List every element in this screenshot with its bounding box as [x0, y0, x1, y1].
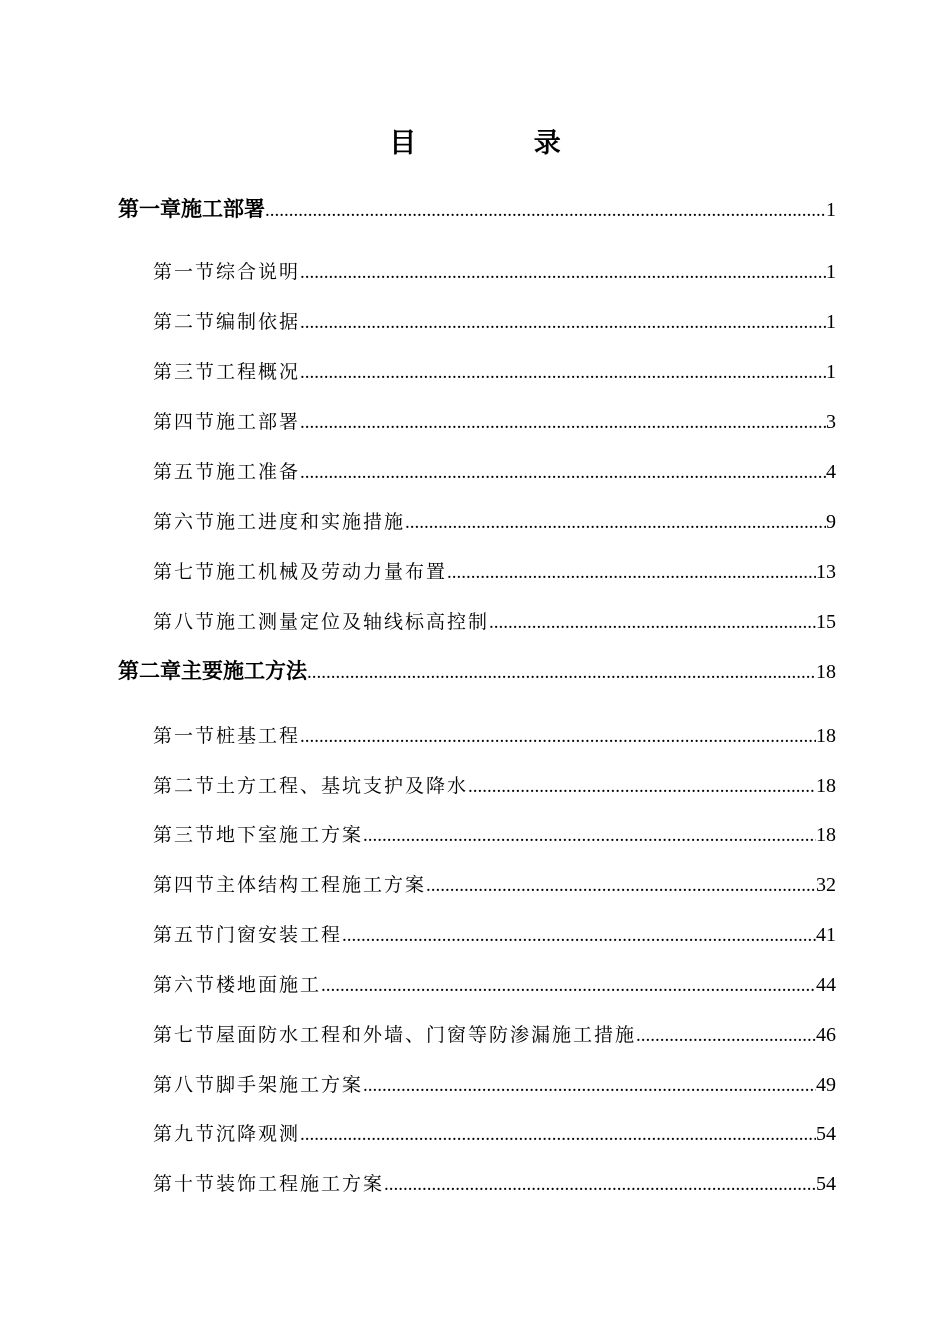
dot-leader: [300, 722, 816, 752]
section-title: 施工机械及劳动力量布置: [216, 561, 448, 583]
section-title: 门窗安装工程: [216, 924, 343, 946]
section-number: 第五节: [153, 924, 217, 946]
chapter-title: 主要施工方法: [181, 659, 307, 683]
dot-leader: [300, 308, 826, 338]
dot-leader: [307, 658, 816, 688]
toc-section[interactable]: [153, 920, 836, 950]
dot-leader: [300, 258, 826, 288]
page-number: 54: [816, 1123, 836, 1145]
section-number: 第四节: [153, 411, 217, 433]
toc-section[interactable]: [153, 357, 836, 387]
section-number: 第三节: [153, 824, 217, 846]
section-number: 第五节: [153, 461, 217, 483]
section-title: 主体结构工程施工方案: [216, 874, 427, 896]
toc-section[interactable]: [153, 1169, 836, 1199]
dot-leader: [447, 558, 816, 588]
toc-chapter-2[interactable]: [118, 656, 836, 686]
section-title: 综合说明: [216, 261, 301, 283]
section-title: 楼地面施工: [216, 974, 322, 996]
section-number: 第一节: [153, 261, 217, 283]
page-number: 18: [816, 661, 836, 683]
page-number: 18: [816, 775, 836, 797]
dot-leader: [468, 772, 816, 802]
page-number: 1: [826, 261, 836, 283]
toc-section[interactable]: [153, 257, 836, 287]
page-number: 46: [816, 1024, 836, 1046]
toc-section[interactable]: [153, 557, 836, 587]
section-number: 第一节: [153, 725, 217, 747]
page-number: 32: [816, 874, 836, 896]
dot-leader: [321, 971, 816, 1001]
page-number: 15: [816, 611, 836, 633]
page-number: 44: [816, 974, 836, 996]
toc-section[interactable]: [153, 870, 836, 900]
section-title: 施工部署: [216, 411, 301, 433]
toc-chapter-1[interactable]: [118, 194, 836, 224]
page-number: 41: [816, 924, 836, 946]
section-title: 施工进度和实施措施: [216, 511, 406, 533]
section-number: 第八节: [153, 611, 217, 633]
section-number: 第三节: [153, 361, 217, 383]
section-number: 第二节: [153, 775, 217, 797]
section-number: 第六节: [153, 511, 217, 533]
chapter-title: 施工部署: [181, 197, 265, 221]
section-number: 第四节: [153, 874, 217, 896]
section-title: 施工准备: [216, 461, 301, 483]
chapter-number: 第二章: [118, 659, 181, 683]
page-number: 1: [826, 199, 836, 221]
page-number: 1: [826, 361, 836, 383]
dot-leader: [300, 458, 826, 488]
dot-leader: [265, 196, 826, 226]
section-number: 第七节: [153, 1024, 217, 1046]
section-title: 土方工程、基坑支护及降水: [216, 775, 469, 797]
toc-section[interactable]: [153, 970, 836, 1000]
section-title: 装饰工程施工方案: [216, 1173, 385, 1195]
section-title: 脚手架施工方案: [216, 1074, 364, 1096]
chapter-number: 第一章: [118, 197, 181, 221]
dot-leader: [300, 358, 826, 388]
page-number: 18: [816, 824, 836, 846]
toc-section[interactable]: [153, 820, 836, 850]
toc-section[interactable]: [153, 771, 836, 801]
page-number: 1: [826, 311, 836, 333]
section-title: 桩基工程: [216, 725, 301, 747]
section-number: 第八节: [153, 1074, 217, 1096]
dot-leader: [426, 871, 816, 901]
section-title: 编制依据: [216, 311, 301, 333]
section-title: 施工测量定位及轴线标高控制: [216, 611, 490, 633]
section-title: 沉降观测: [216, 1123, 301, 1145]
section-title: 屋面防水工程和外墙、门窗等防渗漏施工措施: [216, 1024, 637, 1046]
section-number: 第二节: [153, 311, 217, 333]
toc-section[interactable]: [153, 1119, 836, 1149]
section-number: 第九节: [153, 1123, 217, 1145]
dot-leader: [300, 408, 826, 438]
toc-section[interactable]: [153, 721, 836, 751]
dot-leader: [489, 608, 816, 638]
page-number: 18: [816, 725, 836, 747]
toc-section[interactable]: [153, 457, 836, 487]
page-number: 49: [816, 1074, 836, 1096]
dot-leader: [636, 1021, 816, 1051]
page-number: 54: [816, 1173, 836, 1195]
page-title: 目 录: [389, 128, 615, 159]
dot-leader: [405, 508, 826, 538]
section-title: 工程概况: [216, 361, 301, 383]
dot-leader: [300, 1120, 816, 1150]
toc-section[interactable]: [153, 1070, 836, 1100]
dot-leader: [384, 1170, 816, 1200]
section-number: 第七节: [153, 561, 217, 583]
toc-section[interactable]: [153, 1020, 836, 1050]
page-number: 9: [826, 511, 836, 533]
page-number: 13: [816, 561, 836, 583]
section-number: 第六节: [153, 974, 217, 996]
page-number: 4: [826, 461, 836, 483]
dot-leader: [342, 921, 816, 951]
toc-section[interactable]: [153, 307, 836, 337]
toc-section[interactable]: [153, 607, 836, 637]
dot-leader: [363, 1071, 816, 1101]
dot-leader: [363, 821, 816, 851]
page-number: 3: [826, 411, 836, 433]
toc-section[interactable]: [153, 507, 836, 537]
section-title: 地下室施工方案: [216, 824, 364, 846]
section-number: 第十节: [153, 1173, 217, 1195]
toc-section[interactable]: [153, 407, 836, 437]
